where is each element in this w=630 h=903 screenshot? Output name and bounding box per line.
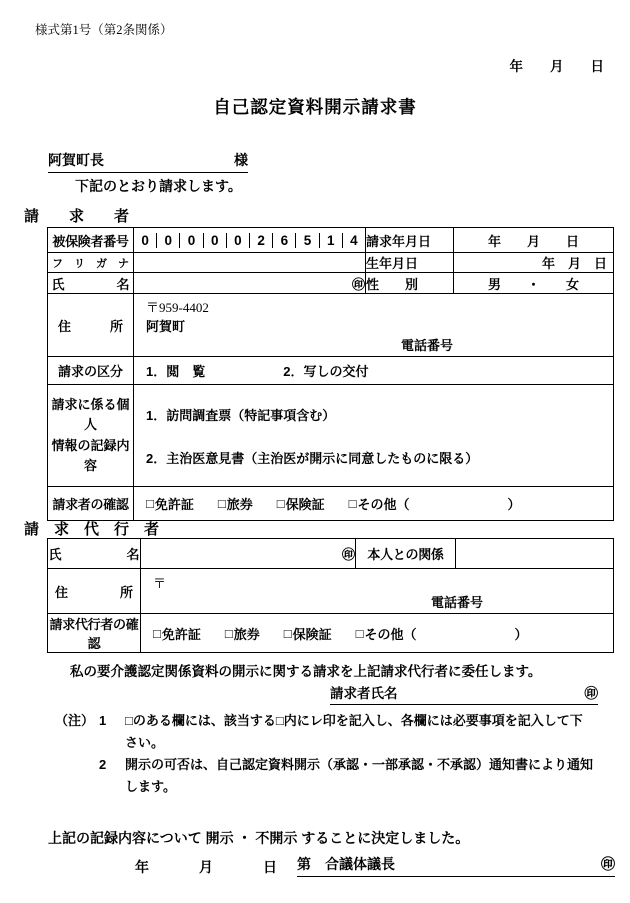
division-option-view[interactable]: 1．閲 覧 [146,364,206,379]
insured-number-digit: 6 [273,233,296,248]
insured-number-digit: 0 [134,233,157,248]
addressee-honorific: 様 [234,152,248,168]
agent-section-heading: 請 求 代 行 者 [24,521,160,538]
records-field [134,385,614,487]
insured-number-digit: 1 [320,233,343,248]
insured-number-digit: 4 [350,232,358,248]
claimant-verification-label: 請求者の確認 [48,487,134,521]
addressee-line [48,150,248,173]
address-label: 住 所 [48,294,134,357]
name-label: 氏 名 [48,273,134,294]
addressee-name: 阿賀町長 [48,152,104,168]
intro-statement: 下記のとおり請求します。 [75,178,242,194]
document-date-field[interactable]: 年 月 日 [509,59,604,74]
seal-icon: ㊞ [351,276,365,292]
division-field [134,357,614,385]
insured-number-digit: 2 [250,233,273,248]
agent-address-field[interactable] [141,569,614,614]
delegation-statement: 私の要介護認定関係資料の開示に関する請求を上記請求代行者に委任します。 [70,664,542,679]
claimant-table [47,227,614,521]
seal-icon: ㊞ [341,547,355,562]
table-row [48,614,614,653]
address-value: 阿賀町 [146,319,186,334]
division-option-copy[interactable]: 2．写しの交付 [283,364,369,379]
request-date-label: 請求年月日 [366,228,454,253]
insured-number-digit: 0 [204,233,227,248]
claimant-verification-field: □ 免許証 □ 旅券 □ 保険証 □ その他（ ） [134,487,614,521]
signature-label: 請求者氏名 [330,686,398,701]
checkbox-insurance-label: 保険証 [292,626,332,642]
division-label: 請求の区分 [48,357,134,385]
seal-icon: ㊞ [584,686,598,701]
table-row [48,273,614,294]
checkbox-license-label: 免許証 [154,497,194,512]
decision-statement: 上記の記録内容について 開示 ・ 不開示 することに決定しました。 [48,830,470,846]
insured-number-cells [134,228,366,253]
records-item-doctor-opinion[interactable]: 2．主治医意見書（主治医が開示に同意したものに限る） [146,450,479,466]
decision-sign-row [135,854,615,877]
gender-label: 性 別 [366,273,454,294]
claimant-section-heading: 請 求 者 [24,208,130,225]
relation-label: 本人との関係 [356,539,456,569]
checkbox-insurance-label: 保険証 [285,497,325,512]
agent-postal-mark: 〒 [153,575,167,591]
checkbox-other-label: その他（ [364,626,417,642]
insured-number-label: 被保険者番号 [48,228,134,253]
form-number: 様式第1号（第2条関係） [35,23,173,37]
birth-date-field[interactable]: 年 月 日 [454,253,614,273]
note-number: 2 [99,757,107,772]
request-date-field[interactable]: 年 月 日 [454,228,614,253]
agent-name-field[interactable] [141,539,356,569]
furigana-field[interactable] [134,253,366,273]
birth-date-label: 生年月日 [366,253,454,273]
address-field[interactable] [134,294,614,357]
records-item-survey[interactable]: 1．訪問調査票（特記事項含む） [146,407,336,423]
table-row [48,357,614,385]
agent-phone-label: 電話番号 [431,594,484,610]
note-text: □のある欄には、該当する□内にレ印を記入し、各欄には必要事項を記入して下 さい。 [125,713,583,750]
phone-label: 電話番号 [401,338,454,353]
checkbox-license-icon[interactable]: □ [153,625,161,641]
checkbox-insurance-icon[interactable]: □ [276,496,285,511]
relation-field[interactable] [456,539,614,569]
agent-verification-label: 請求代行者の確認 [48,614,141,653]
insured-number-digit: 0 [157,233,180,248]
note-number: 1 [99,713,107,728]
checkbox-other-label: その他（ [357,497,410,512]
agent-table [47,538,614,653]
table-row [48,228,614,253]
checkbox-passport-icon[interactable]: □ [217,496,226,511]
checkbox-passport-icon[interactable]: □ [224,625,233,641]
agent-name-label: 氏 名 [48,539,141,569]
checkbox-passport-label: 旅券 [233,626,260,642]
name-field[interactable] [134,273,366,294]
furigana-label: フ リ ガ ナ [48,253,134,273]
table-row [48,569,614,614]
seal-icon: ㊞ [601,856,615,872]
note-item [99,754,593,798]
checkbox-license-label: 免許証 [161,626,201,642]
agent-address-label: 住 所 [48,569,141,614]
checkbox-passport-label: 旅券 [226,497,253,512]
notes-section [55,710,593,798]
table-row [48,487,614,521]
table-row [48,294,614,357]
checkbox-insurance-icon[interactable]: □ [283,625,292,641]
records-label: 請求に係る個人 情報の記録内容 [48,385,134,487]
table-row [48,385,614,487]
insured-number-digit: 5 [296,233,319,248]
decision-date-field[interactable]: 年 月 日 [135,859,279,875]
checkbox-other-icon[interactable]: □ [355,625,364,641]
postal-code: 〒959-4402 [146,300,209,315]
form-title: 自己認定資料開示請求書 [213,97,417,117]
note-item [99,710,593,754]
claimant-signature-line[interactable] [330,682,598,705]
checkbox-license-icon[interactable]: □ [146,496,154,511]
notes-prefix: （注） [55,713,95,728]
table-row [48,539,614,569]
checkbox-other-icon[interactable]: □ [348,496,357,511]
chairperson-label: 第 合議体議長 [297,856,395,872]
chairperson-signature-line[interactable] [297,854,615,877]
table-row [48,253,614,273]
gender-field[interactable]: 男 ・ 女 [454,273,614,294]
insured-number-digit: 0 [227,233,250,248]
agent-verification-field: □ 免許証 □ 旅券 □ 保険証 □ その他（ ） [141,614,614,653]
note-text: 開示の可否は、自己認定資料開示（承認・一部承認・不承認）通知書により通知 します。 [125,757,594,794]
insured-number-digit: 0 [180,233,203,248]
